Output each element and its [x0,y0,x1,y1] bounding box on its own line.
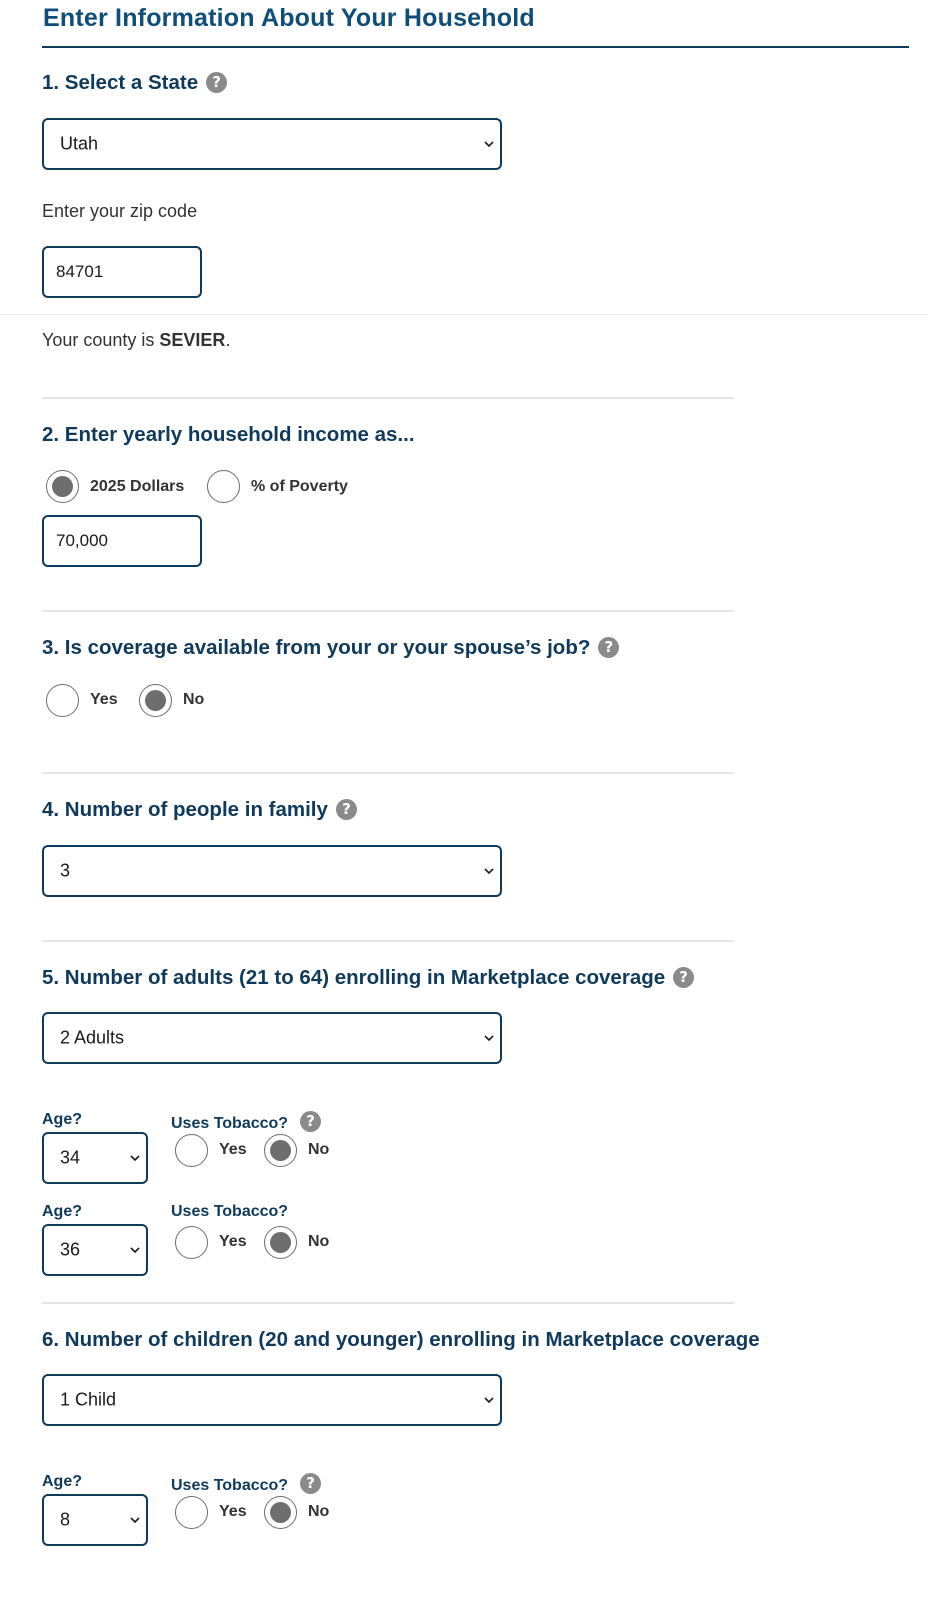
coverage-yes-label: Yes [90,691,118,708]
section-divider [42,1302,734,1304]
income-input-value: 70,000 [56,531,108,550]
child-1-tobacco-yes-radio[interactable] [175,1496,208,1529]
question-circle-icon[interactable]: ? [300,1473,321,1494]
coverage-yes-radio[interactable] [46,684,79,717]
income-input[interactable] [42,515,202,567]
chevron-down-icon [130,1515,140,1525]
chevron-down-icon [484,866,494,876]
state-question [42,71,227,95]
adult-1-age-value: 34 [60,1147,81,1168]
chevron-down-icon [484,1033,494,1043]
child-1-tobacco-no-radio[interactable] [264,1496,297,1529]
state-select-value: Utah [60,133,99,154]
section-divider [42,940,734,942]
income-dollars-radio[interactable] [46,470,79,503]
section-divider [42,772,734,774]
adults-select-value: 2 Adults [60,1027,125,1048]
section-divider [42,397,734,399]
child-1-age-label: Age? [42,1473,82,1490]
county-text [42,330,230,351]
adult-1-tobacco-no-label: No [308,1141,330,1158]
coverage-question [42,636,619,660]
adult-1-tobacco-text: Uses Tobacco? [171,1115,289,1132]
adult-2-tobacco-label: Uses Tobacco? [171,1203,289,1220]
family-question-label: 4. Number of people in family [42,798,328,821]
question-circle-icon[interactable]: ? [206,72,227,93]
adult-1-age-label: Age? [42,1111,82,1128]
section-divider [42,610,734,612]
adult-2-age-label: Age? [42,1203,82,1220]
chevron-down-icon [130,1153,140,1163]
income-poverty-label: % of Poverty [251,478,348,495]
state-select[interactable] [42,118,502,170]
chevron-down-icon [484,1395,494,1405]
coverage-question-label: 3. Is coverage available from your or your spouse’s job? [42,636,591,659]
family-question [42,798,357,822]
county-suffix: . [225,330,231,350]
children-question: 6. Number of children (20 and younger) enrolling in Marketplace coverage [42,1328,760,1351]
county-name: SEVIER [159,330,226,350]
adult-2-age-select[interactable] [42,1224,148,1276]
question-circle-icon[interactable]: ? [673,967,694,988]
child-1-age-value: 8 [60,1509,71,1530]
child-1-tobacco-yes-label: Yes [219,1503,247,1520]
adults-question-label: 5. Number of adults (21 to 64) enrolling in Marketplace coverage [42,966,666,989]
family-select-value: 3 [60,860,71,881]
chevron-down-icon [130,1245,140,1255]
children-select[interactable] [42,1374,502,1426]
income-poverty-radio[interactable] [207,470,240,503]
income-question: 2. Enter yearly household income as... [42,423,415,446]
child-1-age-select[interactable] [42,1494,148,1546]
children-select-value: 1 Child [60,1389,117,1410]
question-circle-icon[interactable]: ? [300,1111,321,1132]
title-divider [42,46,909,48]
adult-1-tobacco-no-radio[interactable] [264,1134,297,1167]
adult-2-tobacco-no-label: No [308,1233,330,1250]
child-1-tobacco-text: Uses Tobacco? [171,1477,289,1494]
zip-input[interactable] [42,246,202,298]
section-divider [0,314,929,315]
chevron-down-icon [484,139,494,149]
adult-1-tobacco-yes-radio[interactable] [175,1134,208,1167]
adult-1-age-select[interactable] [42,1132,148,1184]
state-question-label: 1. Select a State [42,71,199,94]
zip-label: Enter your zip code [42,201,198,221]
child-1-tobacco-label [171,1473,321,1495]
adults-question [42,966,694,990]
coverage-no-radio[interactable] [139,684,172,717]
adult-2-age-value: 36 [60,1239,81,1260]
question-circle-icon[interactable]: ? [598,637,619,658]
question-circle-icon[interactable]: ? [336,799,357,820]
family-select[interactable] [42,845,502,897]
zip-input-value: 84701 [56,262,104,281]
coverage-no-label: No [183,691,205,708]
income-dollars-label: 2025 Dollars [90,478,185,495]
page-title: Enter Information About Your Household [43,4,535,32]
child-1-tobacco-no-label: No [308,1503,330,1520]
adults-select[interactable] [42,1012,502,1064]
adult-1-tobacco-yes-label: Yes [219,1141,247,1158]
adult-2-tobacco-yes-radio[interactable] [175,1226,208,1259]
county-prefix: Your county is [42,330,160,350]
adult-2-tobacco-yes-label: Yes [219,1233,247,1250]
adult-1-tobacco-label [171,1111,321,1133]
adult-2-tobacco-no-radio[interactable] [264,1226,297,1259]
